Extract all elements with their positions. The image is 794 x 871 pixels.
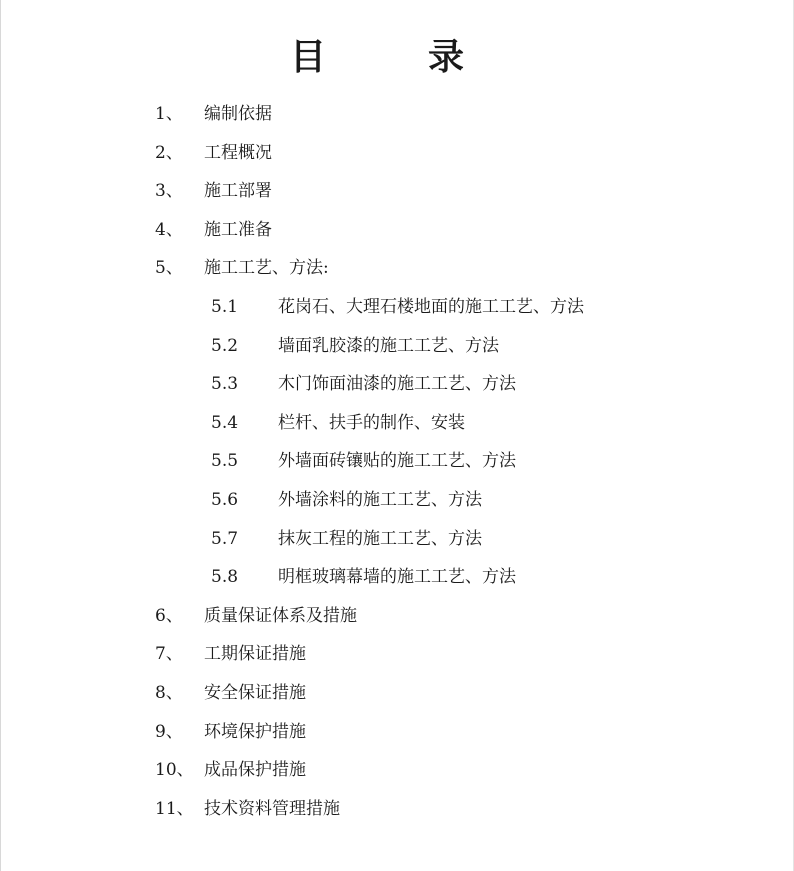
toc-item-title: 安全保证措施: [204, 682, 306, 703]
page-title-char-2: 录: [428, 37, 465, 78]
page-title: [0, 30, 794, 86]
toc-item-title: 工程概况: [204, 142, 272, 163]
toc-item-title: 墙面乳胶漆的施工工艺、方法: [278, 335, 499, 356]
toc-item-number: 5、: [155, 258, 183, 279]
toc-item-title: 施工工艺、方法:: [204, 258, 329, 279]
toc-item-title: 木门饰面油漆的施工工艺、方法: [278, 374, 516, 395]
toc-item-7[interactable]: [0, 638, 794, 677]
toc-item-5-8[interactable]: [0, 561, 794, 600]
toc-item-title: 抹灰工程的施工工艺、方法: [278, 528, 482, 549]
toc-item-4[interactable]: [0, 214, 794, 253]
toc-item-title: 施工准备: [204, 219, 272, 240]
toc-item-2[interactable]: [0, 137, 794, 176]
toc-item-5-1[interactable]: [0, 291, 794, 330]
toc-item-title: 栏杆、扶手的制作、安装: [278, 412, 465, 433]
toc-item-3[interactable]: [0, 175, 794, 214]
toc-item-5-5[interactable]: [0, 445, 794, 484]
toc-item-5-3[interactable]: [0, 368, 794, 407]
toc-item-number: 10、: [155, 760, 194, 781]
toc-item-number: 5.3: [211, 374, 239, 395]
toc-item-number: 5.5: [211, 451, 239, 472]
toc-item-6[interactable]: [0, 600, 794, 639]
toc-item-title: 环境保护措施: [204, 721, 306, 742]
toc-item-number: 5.2: [211, 335, 239, 356]
toc-item-9[interactable]: [0, 716, 794, 755]
table-of-contents: [0, 98, 794, 831]
toc-item-5-4[interactable]: [0, 407, 794, 446]
toc-item-number: 5.7: [211, 528, 239, 549]
toc-item-number: 5.8: [211, 567, 239, 588]
toc-item-number: 5.1: [211, 296, 239, 317]
toc-item-number: 3、: [155, 181, 183, 202]
page-title-char-1: 目: [290, 37, 327, 78]
toc-item-5-6[interactable]: [0, 484, 794, 523]
toc-item-title: 花岗石、大理石楼地面的施工工艺、方法: [278, 296, 584, 317]
toc-item-number: 5.6: [211, 489, 239, 510]
toc-item-10[interactable]: [0, 754, 794, 793]
toc-item-number: 11、: [155, 798, 194, 819]
toc-item-number: 1、: [155, 104, 183, 124]
toc-item-title: 编制依据: [204, 104, 272, 124]
toc-item-number: 2、: [155, 142, 183, 163]
toc-item-title: 外墙面砖镶贴的施工工艺、方法: [278, 451, 516, 472]
toc-item-5-2[interactable]: [0, 330, 794, 369]
toc-item-title: 施工部署: [204, 181, 272, 202]
toc-item-8[interactable]: [0, 677, 794, 716]
toc-item-11[interactable]: [0, 793, 794, 832]
toc-item-title: 技术资料管理措施: [204, 798, 340, 819]
toc-item-number: 4、: [155, 219, 183, 240]
toc-item-1[interactable]: [0, 98, 794, 137]
toc-item-5[interactable]: [0, 252, 794, 291]
toc-item-number: 6、: [155, 605, 183, 626]
toc-item-title: 成品保护措施: [204, 760, 306, 781]
toc-item-title: 外墙涂料的施工工艺、方法: [278, 489, 482, 510]
toc-item-title: 质量保证体系及措施: [204, 605, 357, 626]
toc-item-5-7[interactable]: [0, 523, 794, 562]
toc-item-title: 明框玻璃幕墙的施工工艺、方法: [278, 567, 516, 588]
toc-item-title: 工期保证措施: [204, 644, 306, 665]
toc-item-number: 7、: [155, 644, 183, 665]
toc-item-number: 9、: [155, 721, 183, 742]
toc-item-number: 8、: [155, 682, 183, 703]
toc-item-number: 5.4: [211, 412, 239, 433]
